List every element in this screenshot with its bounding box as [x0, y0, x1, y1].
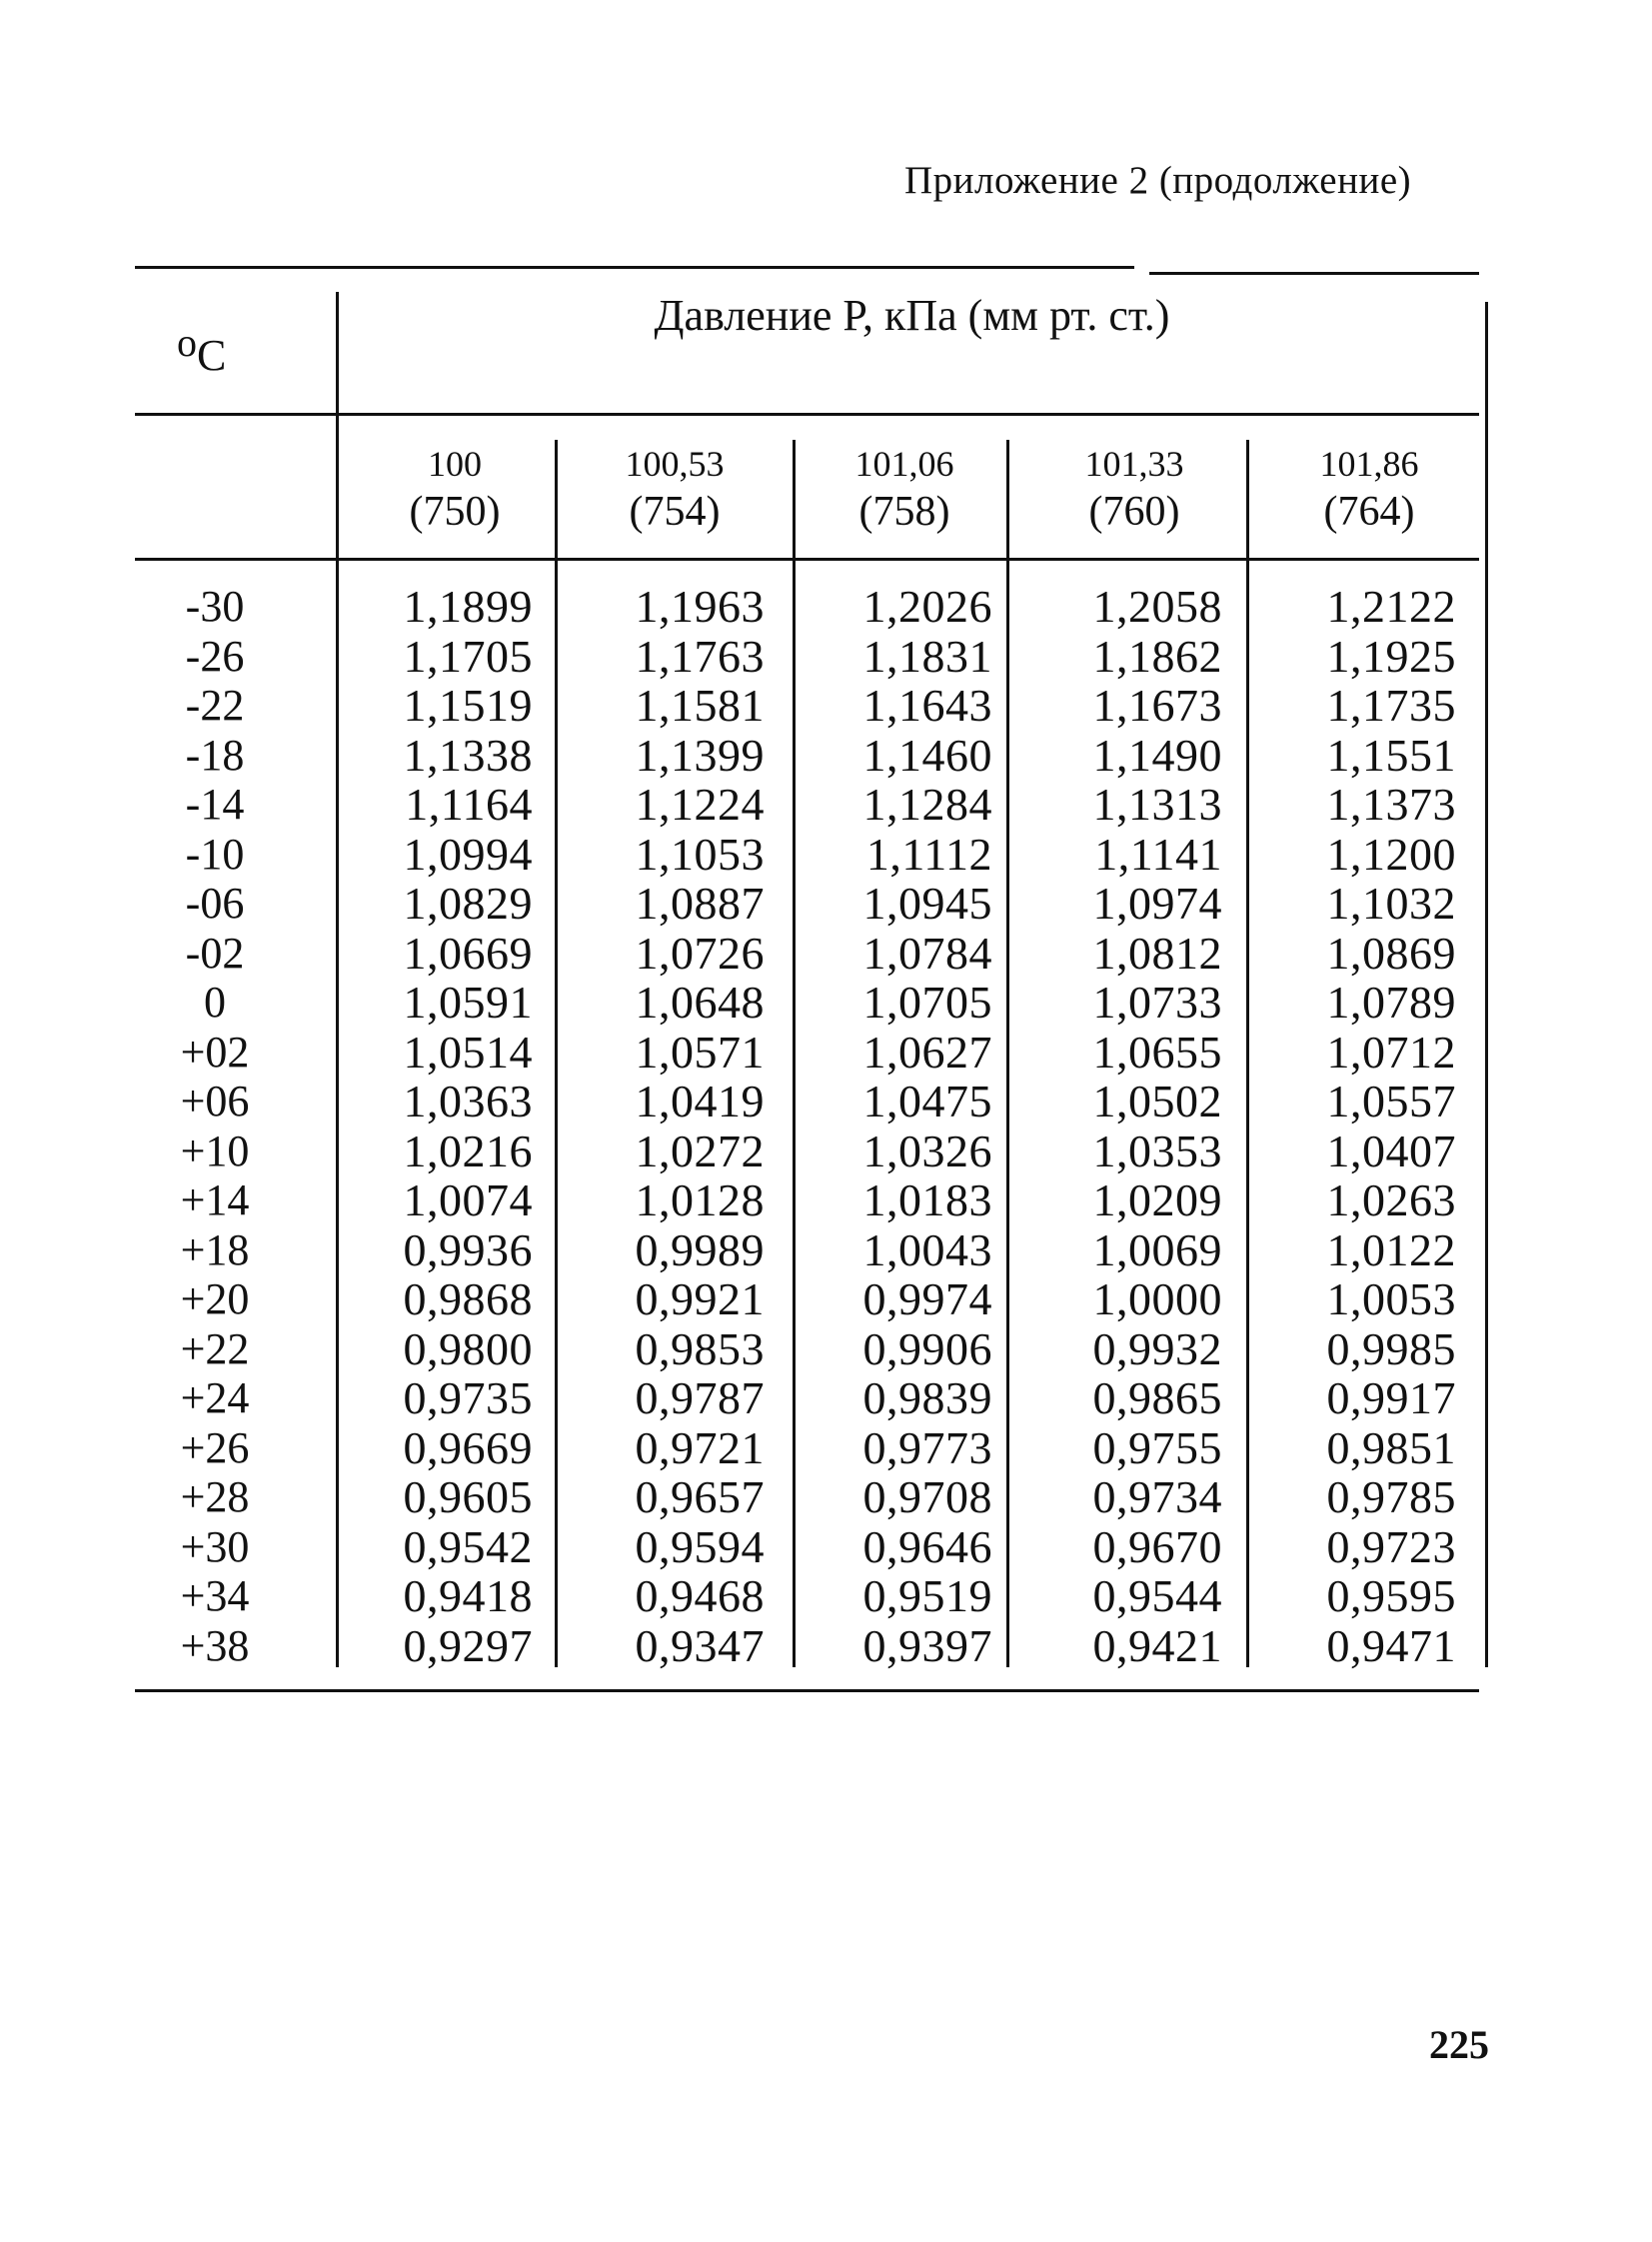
value-cell: 1,0726	[635, 927, 765, 979]
values-column	[778, 582, 992, 1670]
values-column	[318, 582, 533, 1670]
column-mmhg: (764)	[1323, 489, 1415, 535]
value-cell: 0,9734	[1092, 1471, 1222, 1522]
table-right-border	[1485, 302, 1488, 1667]
value-cell: 0,9418	[403, 1570, 533, 1621]
value-cell: 1,0209	[1092, 1174, 1222, 1225]
value-cell: 0,9670	[1092, 1520, 1222, 1572]
values-column	[1241, 582, 1456, 1670]
value-cell: 1,0705	[862, 977, 992, 1028]
value-cell: 0,9595	[1326, 1570, 1456, 1621]
temperature-cell: -06	[185, 879, 245, 928]
value-cell: 0,9708	[862, 1471, 992, 1522]
value-cell: 1,1705	[403, 630, 533, 682]
value-cell: 0,9471	[1326, 1619, 1456, 1671]
value-cell: 1,1399	[635, 729, 765, 781]
value-cell: 0,9800	[403, 1322, 533, 1374]
column-mmhg: (750)	[409, 489, 501, 535]
temperature-cell: 0	[204, 978, 226, 1027]
value-cell: 1,1490	[1092, 729, 1222, 781]
value-cell: 1,0272	[635, 1124, 765, 1176]
value-cell: 1,0994	[403, 828, 533, 880]
value-cell: 0,9773	[862, 1421, 992, 1473]
value-cell: 1,1899	[403, 581, 533, 632]
value-cell: 0,9865	[1092, 1372, 1222, 1423]
value-cell: 1,0053	[1326, 1273, 1456, 1324]
table-bottom-rule	[135, 1689, 1479, 1692]
value-cell: 1,1053	[635, 828, 765, 880]
value-cell: 0,9989	[635, 1223, 765, 1275]
value-cell: 1,0122	[1326, 1223, 1456, 1275]
value-cell: 0,9519	[862, 1570, 992, 1621]
value-cell: 0,9544	[1092, 1570, 1222, 1621]
value-cell: 1,1200	[1326, 828, 1456, 880]
value-cell: 0,9646	[862, 1520, 992, 1572]
temperature-cell: -26	[185, 631, 245, 681]
value-cell: 1,1112	[865, 828, 992, 880]
value-cell: 0,9985	[1326, 1322, 1456, 1374]
value-cell: 1,0591	[403, 977, 533, 1028]
value-cell: 1,0326	[862, 1124, 992, 1176]
value-cell: 0,9785	[1326, 1471, 1456, 1522]
temperature-cell: -30	[185, 582, 245, 631]
value-cell: 1,0419	[635, 1076, 765, 1126]
temperature-column	[150, 582, 280, 1670]
value-cell: 1,0627	[862, 1026, 992, 1078]
value-cell: 1,0407	[1326, 1124, 1456, 1176]
temperature-cell: +10	[180, 1125, 250, 1175]
temperature-cell: +14	[180, 1175, 250, 1224]
temperature-cell: -22	[185, 681, 245, 730]
temperature-cell: +02	[180, 1027, 250, 1077]
value-cell: 1,1551	[1326, 729, 1456, 781]
values-column	[1007, 582, 1222, 1670]
value-cell: 0,9669	[403, 1421, 533, 1473]
column-kpa: 101,86	[1319, 444, 1419, 484]
value-cell: 1,1643	[862, 680, 992, 731]
value-cell: 1,1460	[862, 729, 992, 781]
value-cell: 0,9921	[635, 1273, 765, 1324]
column-header	[350, 440, 560, 536]
column-kpa: 101,33	[1084, 444, 1184, 484]
value-cell: 0,9735	[403, 1372, 533, 1423]
value-cell: 0,9721	[635, 1421, 765, 1473]
value-cell: 1,0557	[1326, 1076, 1456, 1126]
temperature-cell: +24	[180, 1373, 250, 1422]
celsius-unit: C	[197, 331, 227, 380]
value-cell: 0,9723	[1326, 1520, 1456, 1572]
value-cell: 1,0784	[862, 927, 992, 979]
temperature-cell: -10	[185, 829, 245, 879]
value-cell: 1,1925	[1326, 630, 1456, 682]
value-cell: 1,0571	[635, 1026, 765, 1078]
pressure-title: Давление P, кПа (мм рт. ст.)	[654, 291, 1170, 340]
value-cell: 0,9839	[862, 1372, 992, 1423]
column-mmhg: (758)	[858, 489, 950, 535]
value-cell: 1,0812	[1092, 927, 1222, 979]
value-cell: 1,1141	[1094, 828, 1222, 880]
value-cell: 0,9851	[1326, 1421, 1456, 1473]
temperature-cell: +20	[180, 1274, 250, 1323]
value-cell: 0,9917	[1326, 1372, 1456, 1423]
value-cell: 1,0043	[862, 1223, 992, 1275]
value-cell: 0,9936	[403, 1223, 533, 1275]
value-cell: 0,9906	[862, 1322, 992, 1374]
value-cell: 1,0945	[862, 878, 992, 929]
value-cell: 1,1673	[1092, 680, 1222, 731]
value-cell: 1,0069	[1092, 1223, 1222, 1275]
value-cell: 1,0074	[403, 1174, 533, 1225]
value-cell: 0,9542	[403, 1520, 533, 1572]
column-header	[570, 440, 780, 536]
value-cell: 1,0263	[1326, 1174, 1456, 1225]
column-mmhg: (760)	[1088, 489, 1180, 535]
value-cell: 1,1032	[1326, 878, 1456, 929]
value-cell: 1,1862	[1092, 630, 1222, 682]
temperature-unit-label	[177, 320, 227, 381]
value-cell: 0,9787	[635, 1372, 765, 1423]
temperature-cell: +34	[180, 1571, 250, 1620]
value-cell: 1,2122	[1326, 581, 1456, 632]
value-cell: 1,0128	[635, 1174, 765, 1225]
value-cell: 1,0887	[635, 878, 765, 929]
value-cell: 1,0502	[1092, 1076, 1222, 1126]
column-header	[1264, 440, 1474, 536]
value-cell: 1,1519	[403, 680, 533, 731]
temperature-cell: +06	[180, 1077, 250, 1125]
value-cell: 1,0712	[1326, 1026, 1456, 1078]
value-cell: 0,9932	[1092, 1322, 1222, 1374]
temperature-cell: +26	[180, 1422, 250, 1472]
temperature-cell: +22	[180, 1323, 250, 1373]
temperature-cell: +30	[180, 1521, 250, 1571]
value-cell: 1,0648	[635, 977, 765, 1028]
value-cell: 1,1763	[635, 630, 765, 682]
value-cell: 1,1373	[1326, 779, 1456, 830]
page-number: 225	[1429, 2022, 1489, 2067]
value-cell: 1,0974	[1092, 878, 1222, 929]
temperature-cell: -02	[185, 928, 245, 978]
column-header	[1029, 440, 1239, 536]
temperature-cell: +38	[180, 1620, 250, 1670]
value-cell: 0,9868	[403, 1273, 533, 1324]
temperature-cell: +18	[180, 1224, 250, 1274]
value-cell: 1,1831	[862, 630, 992, 682]
temperature-cell: -18	[185, 730, 245, 780]
value-cell: 1,0363	[403, 1076, 533, 1126]
temperature-cell: +28	[180, 1472, 250, 1521]
temperature-cell: -14	[185, 780, 245, 829]
table-top-rule	[135, 266, 1134, 269]
value-cell: 1,0733	[1092, 977, 1222, 1028]
value-cell: 0,9755	[1092, 1421, 1222, 1473]
column-kpa: 100,53	[625, 444, 725, 484]
value-cell: 1,0216	[403, 1124, 533, 1176]
value-cell: 1,0353	[1092, 1124, 1222, 1176]
value-cell: 1,2026	[862, 581, 992, 632]
value-cell: 0,9657	[635, 1471, 765, 1522]
value-cell: 0,9594	[635, 1520, 765, 1572]
column-mmhg: (754)	[629, 489, 721, 535]
value-cell: 0,9974	[862, 1273, 992, 1324]
value-cell: 0,9421	[1092, 1619, 1222, 1671]
values-column	[550, 582, 765, 1670]
value-cell: 1,1284	[862, 779, 992, 830]
value-cell: 1,1581	[635, 680, 765, 731]
value-cell: 0,9397	[862, 1619, 992, 1671]
value-cell: 0,9468	[635, 1570, 765, 1621]
value-cell: 1,0789	[1326, 977, 1456, 1028]
table-top-rule-right	[1149, 272, 1479, 275]
degree-symbol: o	[177, 320, 197, 365]
value-cell: 1,0475	[862, 1076, 992, 1126]
appendix-note: Приложение 2 (продолжение)	[904, 159, 1412, 202]
column-kpa: 100	[428, 444, 482, 484]
value-cell: 1,0829	[403, 878, 533, 929]
value-cell: 1,1338	[403, 729, 533, 781]
value-cell: 1,0000	[1092, 1273, 1222, 1324]
value-cell: 1,2058	[1092, 581, 1222, 632]
column-kpa: 101,06	[854, 444, 954, 484]
value-cell: 1,1313	[1092, 779, 1222, 830]
value-cell: 1,0669	[403, 927, 533, 979]
value-cell: 1,1735	[1326, 680, 1456, 731]
value-cell: 0,9853	[635, 1322, 765, 1374]
value-cell: 1,1963	[635, 581, 765, 632]
column-header	[800, 440, 1009, 536]
value-cell: 0,9297	[403, 1619, 533, 1671]
value-cell: 1,1164	[405, 779, 533, 830]
value-cell: 0,9605	[403, 1471, 533, 1522]
value-cell: 1,1224	[635, 779, 765, 830]
value-cell: 0,9347	[635, 1619, 765, 1671]
value-cell: 1,0514	[403, 1026, 533, 1078]
value-cell: 1,0869	[1326, 927, 1456, 979]
value-cell: 1,0183	[862, 1174, 992, 1225]
value-cell: 1,0655	[1092, 1026, 1222, 1078]
